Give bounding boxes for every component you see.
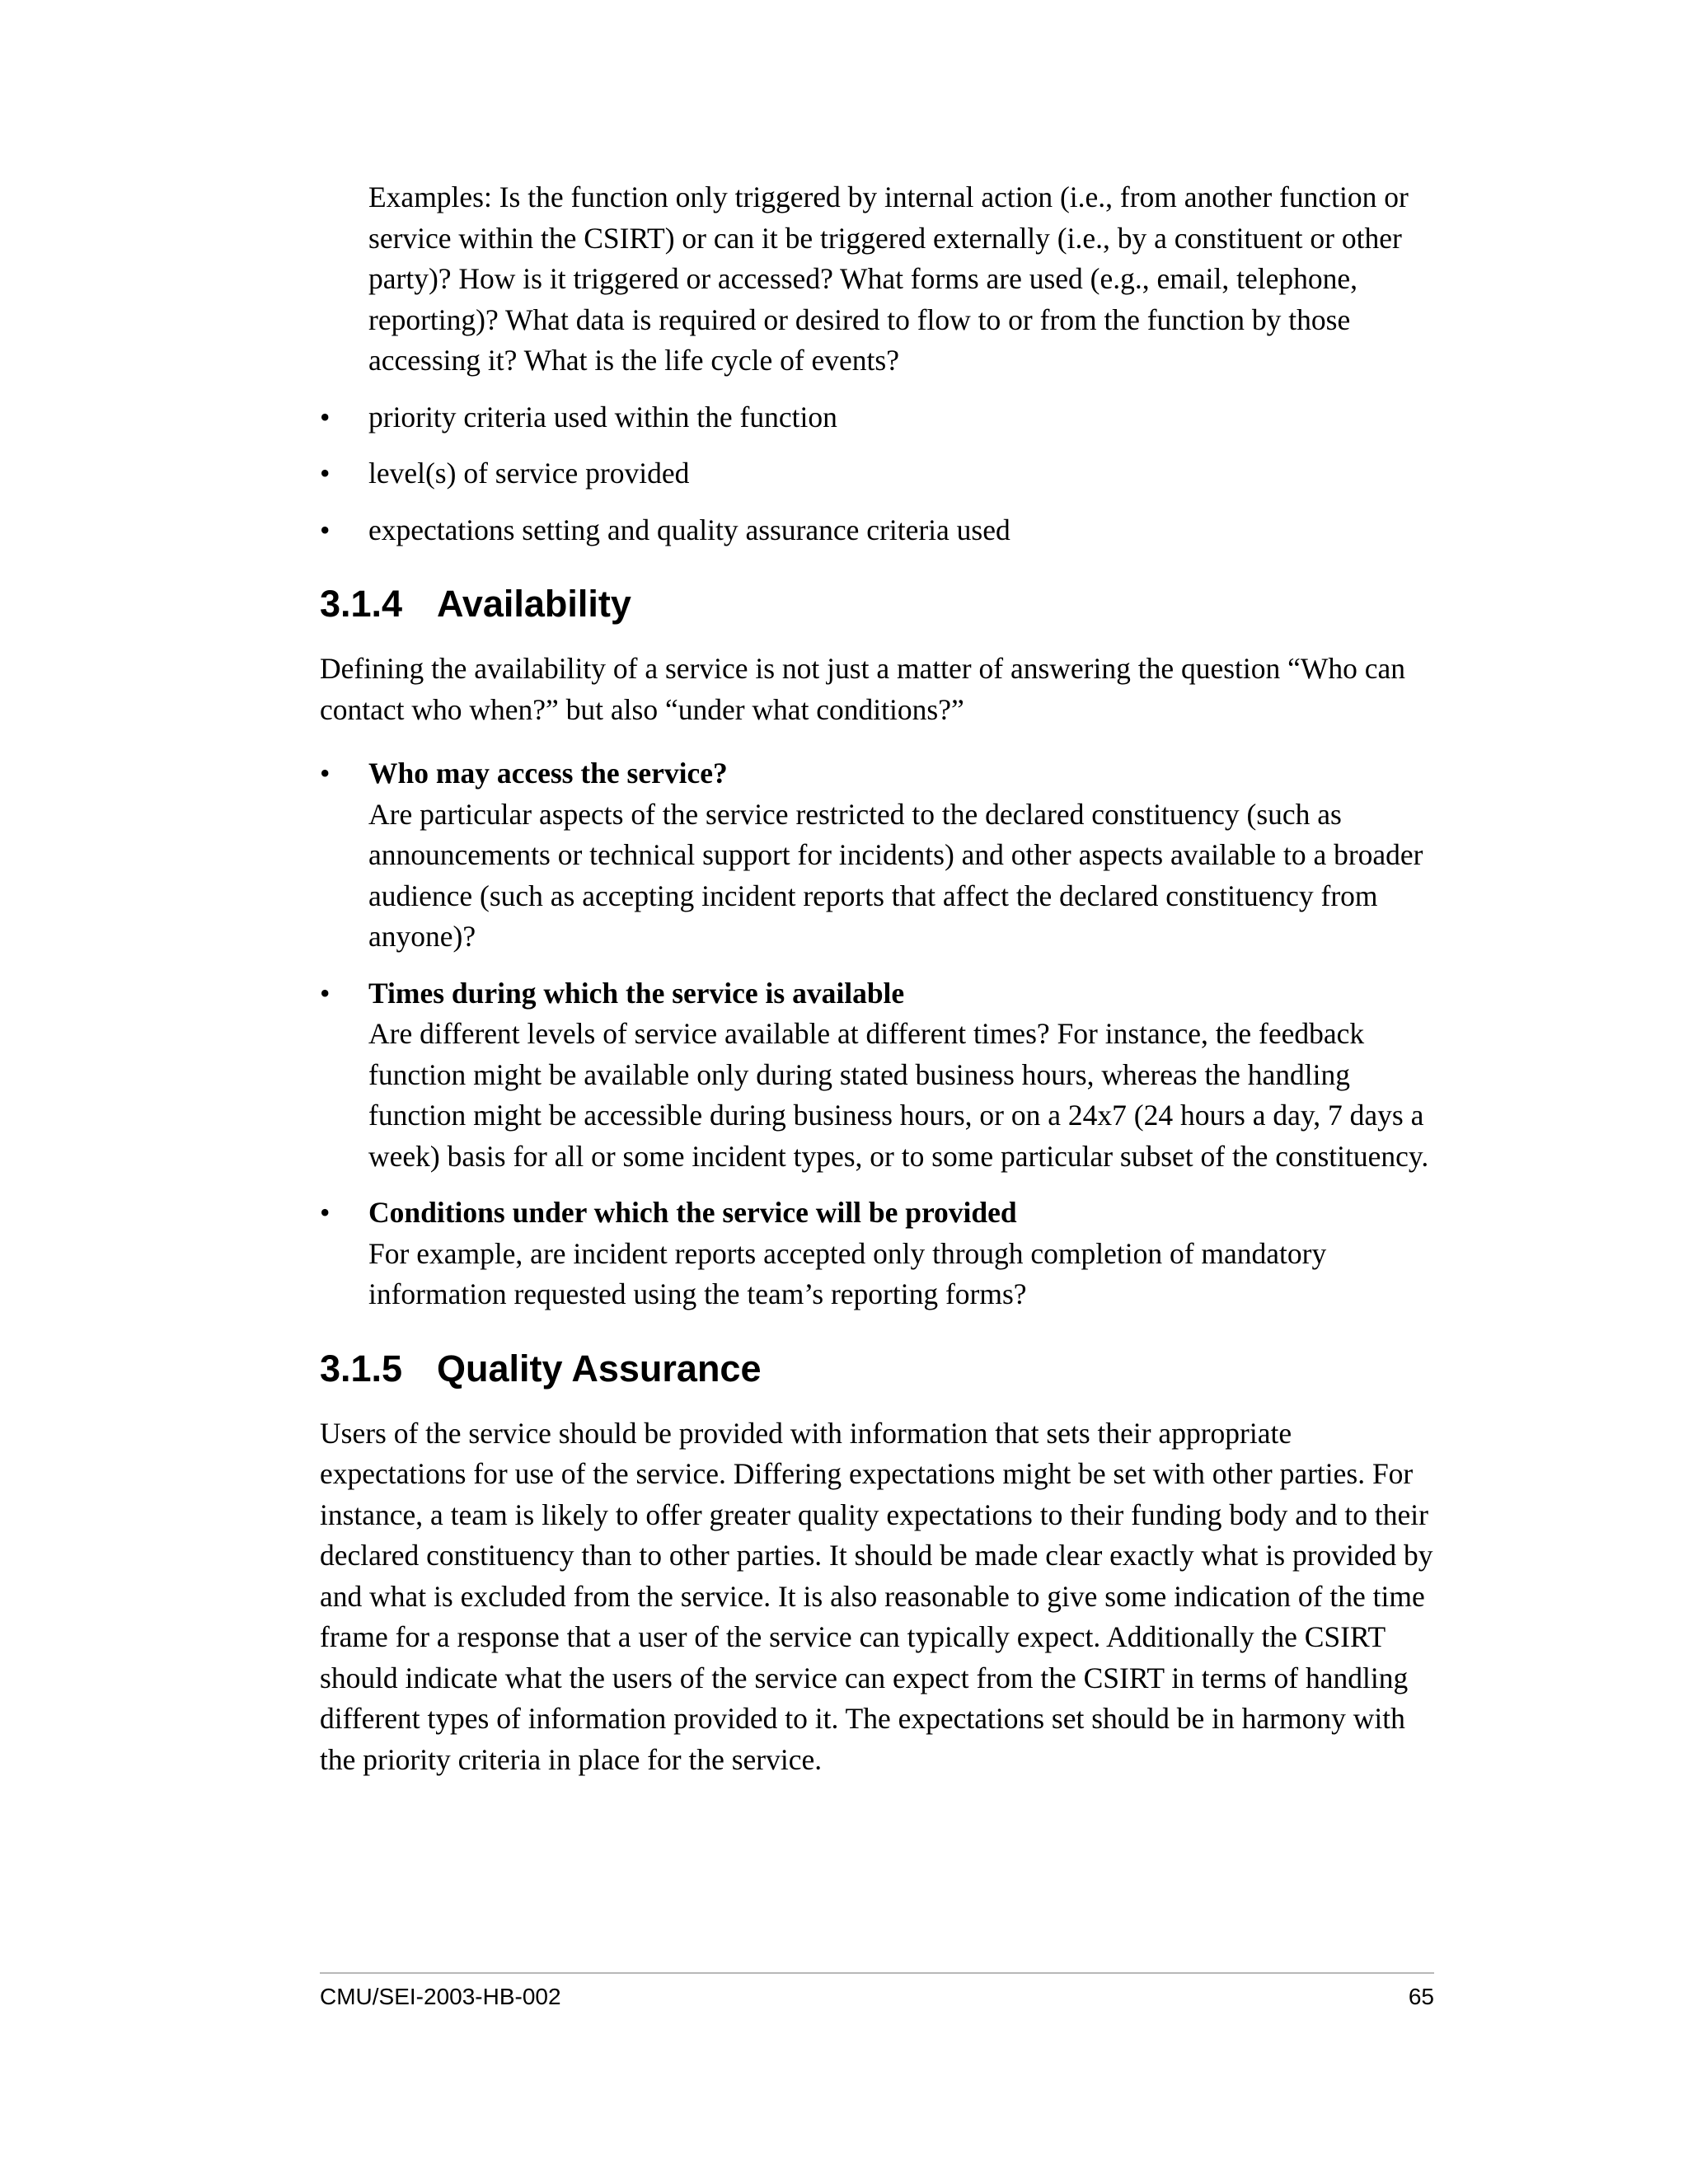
list-item-text: priority criteria used within the function	[368, 400, 837, 434]
list-item	[320, 453, 1442, 494]
bullet-icon: •	[320, 1196, 331, 1229]
bullet-icon: •	[320, 400, 331, 434]
list-item	[320, 1193, 1442, 1315]
bullet-icon: •	[320, 457, 331, 490]
section-number: 3.1.5	[320, 1347, 403, 1390]
section-heading-availability	[320, 582, 1442, 626]
list-item	[320, 973, 1442, 1178]
bullet-description: Are particular aspects of the service restricted to the declared constituency (such as announcements or technical support for incidents) and other aspects available to a broader audience (such as accepting incident reports that affect the declared constituency from anyone)?	[368, 797, 1423, 953]
availability-paragraph: Defining the availability of a service is not just a matter of answering the question “Who can contact who when?” but also “under what conditions?”	[320, 652, 1406, 726]
footer-document-id: CMU/SEI-2003-HB-002	[320, 1984, 561, 2009]
section-heading-quality-assurance	[320, 1347, 1442, 1391]
list-item	[320, 397, 1442, 438]
list-item	[320, 510, 1442, 551]
bullet-title: Times during which the service is available	[368, 976, 905, 1010]
availability-bullet-list	[320, 753, 1442, 1315]
section-number: 3.1.4	[320, 583, 403, 625]
bullet-icon: •	[320, 513, 331, 546]
bullet-description: For example, are incident reports accepted only through completion of mandatory information requested using the team’s reporting forms?	[368, 1236, 1327, 1310]
section-title: Quality Assurance	[437, 1347, 762, 1390]
list-item	[320, 753, 1442, 958]
bullet-title: Conditions under which the service will be provided	[368, 1196, 1017, 1229]
list-item-text: expectations setting and quality assurance criteria used	[368, 513, 1010, 546]
bullet-icon: •	[320, 976, 331, 1010]
page-content	[320, 177, 1442, 1803]
list-item-text: level(s) of service provided	[368, 457, 690, 490]
top-bullet-list	[320, 397, 1442, 551]
section-title: Availability	[437, 583, 631, 625]
footer-page-number: 65	[1408, 1984, 1434, 2009]
footer-divider	[320, 1972, 1434, 1974]
bullet-description: Are different levels of service available at different times? For instance, the feedback function might be available only during stated business hours, whereas the handling function might be accessible during business hours, or on a 24x7 (24 hours a day, 7 days a week) basis for all or some incident types, or to some particular subset of the constituency.	[368, 1017, 1429, 1173]
bullet-icon: •	[320, 757, 331, 790]
bullet-title: Who may access the service?	[368, 757, 728, 790]
quality-assurance-paragraph: Users of the service should be provided with information that sets their appropriate expectations for use of the service. Differing expectations might be set with other parties. For instance, a team is likely to offer greater quality expectations to their funding body and to their declared constituency than to other parties. It should be made clear exactly what is provided by and what is excluded from the service. It is also reasonable to give some indication of the time frame for a response that a user of the service can typically expect. Additionally the CSIRT should indicate what the users of the service can expect from the CSIRT in terms of handling different types of information provided to it. The expectations set should be in harmony with the priority criteria in place for the service.	[320, 1416, 1433, 1776]
intro-paragraph: Examples: Is the function only triggered by internal action (i.e., from another function or service within the CSIRT) or can it be triggered externally (i.e., by a constituent or other party)? How is it triggered or accessed? What forms are used (e.g., email, telephone, reporting)? What data is required or desired to flow to or from the function by those accessing it? What is the life cycle of events?	[368, 180, 1409, 377]
